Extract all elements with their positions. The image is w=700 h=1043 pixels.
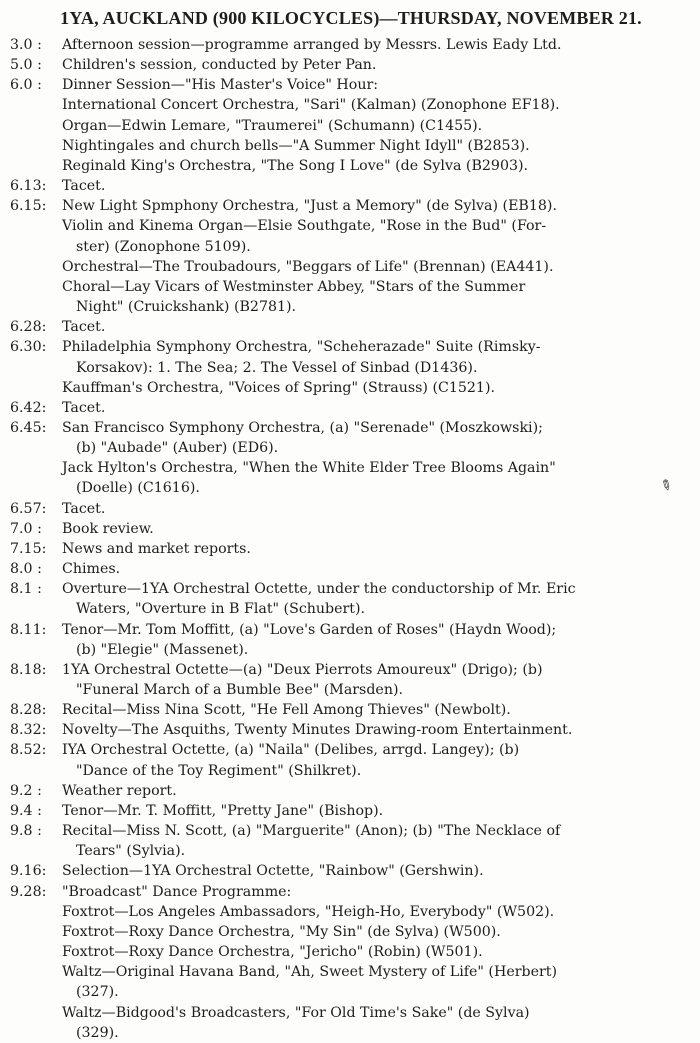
entry-time (10, 781, 62, 801)
entry-time (10, 499, 62, 519)
entry-line: Recital—Miss N. Scott, (a) "Marguerite" (Anon); (b) "The Necklace of (62, 823, 561, 840)
entry-time (10, 700, 62, 720)
programme-entry (10, 660, 692, 700)
page-heading: 1YA, AUCKLAND (900 KILOCYCLES)—THURSDAY, NOVEMBER 21. (60, 8, 642, 28)
entry-time-separator: : (41, 863, 47, 880)
programme-entry (10, 337, 692, 377)
entry-time-separator: : (32, 57, 42, 74)
entry-time-separator: : (32, 823, 42, 840)
entry-time-value: 8.32 (10, 722, 42, 739)
entry-time (10, 75, 62, 95)
entry-time-separator: : (41, 399, 47, 416)
sub-item-line: Waltz—Bidgood's Broadcasters, "For Old Time's Sake" (de Sylva) (62, 1004, 530, 1021)
programme-entry (10, 559, 692, 579)
sub-item-line: Reginald King's Orchestra, "The Song I Love" (de Sylva (B2903). (62, 157, 529, 174)
entry-text (62, 801, 692, 821)
entry-time-separator: : (32, 520, 42, 537)
entry-text (62, 519, 692, 539)
programme-sub-items (10, 378, 692, 398)
entry-time-value: 7.15 (10, 540, 42, 557)
programme-entry (10, 720, 692, 740)
sub-item-line: Choral—Lay Vicars of Westminster Abbey, "Stars of the Summer (62, 278, 526, 295)
programme-entry (10, 317, 692, 337)
entry-time-value: 9.8 (10, 823, 33, 840)
programme-entry (10, 196, 692, 216)
entry-time (10, 821, 62, 841)
sub-item-line: Waltz—Original Havana Band, "Ah, Sweet Mystery of Life" (Herbert) (62, 964, 558, 981)
entry-time (10, 882, 62, 902)
programme-entry (10, 75, 692, 95)
entry-line: (b) "Aubade" (Auber) (ED6). (76, 440, 279, 457)
entry-time (10, 660, 62, 680)
entry-time-value: 8.18 (10, 661, 42, 678)
programme-entry (10, 176, 692, 196)
programme-entry (10, 519, 692, 539)
entry-time (10, 519, 62, 539)
entry-time (10, 720, 62, 740)
entry-time-value: 6.45 (10, 419, 42, 436)
entry-time (10, 35, 62, 55)
entry-text (62, 337, 692, 377)
programme-entry (10, 35, 692, 55)
entry-line: New Light Spmphony Orchestra, "Just a Memory" (de Sylva) (EB18). (62, 198, 557, 215)
entry-line: Novelty—The Asquiths, Twenty Minutes Drawing-room Entertainment. (62, 722, 573, 739)
entry-line: Children's session, conducted by Peter Pan. (62, 57, 377, 74)
entry-line: Weather report. (62, 782, 177, 799)
entry-text (62, 781, 692, 801)
programme-sub-items (10, 216, 692, 317)
entry-time-separator: : (41, 702, 47, 719)
entry-time-value: 8.28 (10, 702, 42, 719)
entry-time-value: 6.0 (10, 77, 33, 94)
entry-time-separator: : (32, 782, 42, 799)
entry-line: Afternoon session—programme arranged by Messrs. Lewis Eady Ltd. (62, 37, 562, 53)
sub-item-line: (329). (76, 1024, 119, 1041)
programme-entry (10, 700, 692, 720)
programme-entry (10, 821, 692, 861)
programme-sub-items (10, 95, 692, 176)
entry-text (62, 882, 692, 902)
entry-line: Waters, "Overture in B Flat" (Schubert). (76, 601, 366, 618)
entry-text (62, 559, 692, 579)
entry-line: Chimes. (62, 561, 121, 578)
entry-time (10, 620, 62, 640)
entry-line: Tacet. (62, 178, 106, 195)
entry-text (62, 620, 692, 660)
entry-text (62, 398, 692, 418)
entry-time (10, 861, 62, 881)
entry-time-value: 6.30 (10, 339, 42, 356)
sub-item-line: Foxtrot—Roxy Dance Orchestra, "My Sin" (de Sylva) (W500). (62, 923, 501, 940)
programme-entry (10, 499, 692, 519)
programme-listing (10, 35, 692, 1043)
entry-line: Dinner Session—"His Master's Voice" Hour: (62, 77, 379, 94)
sub-item-line: International Concert Orchestra, "Sari" (Kalman) (Zonophone EF18). (62, 97, 560, 114)
entry-time-separator: : (32, 581, 42, 598)
entry-line: Tacet. (62, 500, 106, 517)
sub-item-line: Jack Hylton's Orchestra, "When the White Elder Tree Blooms Again" (62, 460, 556, 477)
entry-line: Selection—1YA Orchestral Octette, "Rainbow" (Gershwin). (62, 863, 484, 880)
entry-text (62, 55, 692, 75)
sub-item-line: Foxtrot—Roxy Dance Orchestra, "Jericho" (Robin) (W501). (62, 944, 483, 961)
sub-item-line: Organ—Edwin Lemare, "Traumerei" (Schumann) (C1455). (62, 117, 483, 134)
entry-line: IYA Orchestral Octette, (a) "Naila" (Delibes, arrgd. Langey); (b) (62, 742, 520, 759)
entry-line: "Dance of the Toy Regiment" (Shilkret). (76, 762, 362, 779)
sub-item-line: Foxtrot—Los Angeles Ambassadors, "Heigh-Ho, Everybody" (W502). (62, 903, 555, 920)
entry-time-separator: : (41, 500, 47, 517)
entry-time-separator: : (41, 621, 47, 638)
entry-time-separator: : (41, 419, 47, 436)
entry-time-value: 6.13 (10, 178, 42, 195)
entry-time-value: 6.28 (10, 319, 42, 336)
entry-time-separator: : (41, 883, 47, 900)
entry-time-separator: : (32, 77, 42, 94)
entry-time-separator: : (41, 661, 47, 678)
entry-text (62, 821, 692, 861)
entry-time (10, 418, 62, 438)
entry-time-value: 8.0 (10, 561, 33, 578)
entry-time-value: 7.0 (10, 520, 33, 537)
entry-line: (b) "Elegie" (Massenet). (76, 641, 249, 658)
programme-entry (10, 861, 692, 881)
entry-text (62, 35, 692, 55)
sub-item-line: Kauffman's Orchestra, "Voices of Spring" (Strauss) (C1521). (62, 379, 495, 396)
entry-line: Philadelphia Symphony Orchestra, "Scheherazade" Suite (Rimsky- (62, 339, 541, 356)
entry-time-separator: : (32, 802, 42, 819)
entry-text (62, 196, 692, 216)
entry-time-value: 9.28 (10, 883, 42, 900)
entry-line: News and market reports. (62, 540, 251, 557)
entry-time-separator: : (41, 319, 47, 336)
sub-item-line: Violin and Kinema Organ—Elsie Southgate, "Rose in the Bud" (For- (62, 218, 547, 235)
entry-time (10, 317, 62, 337)
entry-time (10, 559, 62, 579)
entry-text (62, 75, 692, 95)
sub-item-line: Nightingales and church bells—"A Summer Night Idyll" (B2853). (62, 137, 530, 154)
entry-time (10, 398, 62, 418)
entry-time-value: 5.0 (10, 57, 33, 74)
entry-time-separator: : (32, 561, 42, 578)
entry-time (10, 55, 62, 75)
entry-time (10, 337, 62, 357)
entry-text (62, 660, 692, 700)
programme-entry (10, 539, 692, 559)
entry-text (62, 317, 692, 337)
entry-time-separator: : (41, 339, 47, 356)
entry-time-separator: : (41, 722, 47, 739)
entry-time-value: 6.42 (10, 399, 42, 416)
programme-entry (10, 882, 692, 902)
entry-time (10, 176, 62, 196)
entry-time (10, 539, 62, 559)
entry-line: Recital—Miss Nina Scott, "He Fell Among Thieves" (Newbolt). (62, 702, 511, 719)
entry-line: 1YA Orchestral Octette—(a) "Deux Pierrots Amoureux" (Drigo); (b) (62, 661, 543, 678)
entry-line: San Francisco Symphony Orchestra, (a) "Serenade" (Moszkowski); (62, 419, 543, 436)
entry-time-value: 9.16 (10, 863, 42, 880)
programme-entry (10, 398, 692, 418)
entry-time-value: 9.4 (10, 802, 33, 819)
entry-time-separator: : (32, 37, 42, 53)
programme-entry (10, 418, 692, 458)
sub-item-line: (Doelle) (C1616). (76, 480, 200, 497)
sub-item-line: Orchestral—The Troubadours, "Beggars of Life" (Brennan) (EA441). (62, 258, 554, 275)
entry-text (62, 539, 692, 559)
entry-time-value: 3.0 (10, 37, 33, 53)
entry-time-separator: : (41, 540, 47, 557)
entry-time-value: 9.2 (10, 782, 33, 799)
entry-line: "Funeral March of a Bumble Bee" (Marsden). (76, 682, 403, 698)
programme-sub-items (10, 902, 692, 1043)
programme-entry (10, 781, 692, 801)
entry-time (10, 579, 62, 599)
programme-entry (10, 740, 692, 780)
entry-line: Overture—1YA Orchestral Octette, under the conductorship of Mr. Eric (62, 581, 576, 598)
programme-entry (10, 579, 692, 619)
entry-time (10, 740, 62, 760)
entry-text (62, 700, 692, 720)
entry-time-value: 6.57 (10, 500, 42, 517)
entry-time-value: 8.1 (10, 581, 33, 598)
programme-entry (10, 620, 692, 660)
print-smudge-icon: ✎ (657, 476, 676, 496)
entry-line: Tacet. (62, 319, 106, 336)
entry-text (62, 720, 692, 740)
entry-text (62, 499, 692, 519)
entry-line: Tenor—Mr. Tom Moffitt, (a) "Love's Garden of Roses" (Haydn Wood); (62, 621, 557, 638)
programme-sub-items (10, 458, 692, 498)
entry-text (62, 861, 692, 881)
entry-time-separator: : (41, 198, 47, 215)
entry-line: "Broadcast" Dance Programme: (62, 883, 292, 900)
entry-line: Tears" (Sylvia). (76, 843, 186, 860)
entry-line: Tenor—Mr. T. Moffitt, "Pretty Jane" (Bishop). (62, 802, 384, 819)
entry-line: Tacet. (62, 399, 106, 416)
entry-text (62, 418, 692, 458)
entry-time-separator: : (41, 742, 47, 759)
entry-time-value: 6.15 (10, 198, 42, 215)
entry-time-separator: : (41, 178, 47, 195)
sub-item-line: ster) (Zonophone 5109). (76, 238, 251, 255)
entry-text (62, 176, 692, 196)
programme-entry (10, 55, 692, 75)
entry-line: Korsakov): 1. The Sea; 2. The Vessel of Sinbad (D1436). (76, 359, 478, 376)
entry-time-value: 8.52 (10, 742, 42, 759)
entry-time (10, 801, 62, 821)
entry-line: Book review. (62, 520, 154, 537)
programme-entry (10, 801, 692, 821)
entry-time (10, 196, 62, 216)
entry-text (62, 579, 692, 619)
sub-item-line: (327). (76, 984, 119, 1001)
sub-item-line: Night" (Cruickshank) (B2781). (76, 299, 297, 316)
entry-text (62, 740, 692, 780)
entry-time-value: 8.11 (10, 621, 42, 638)
